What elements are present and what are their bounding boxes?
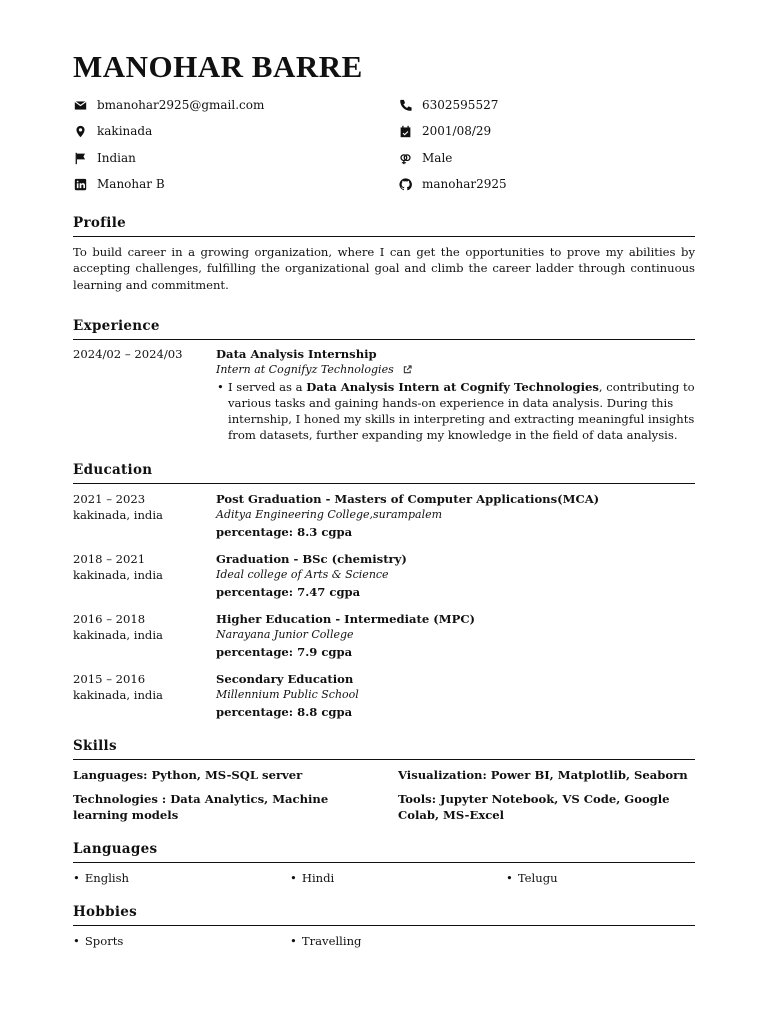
experience-bullets xyxy=(216,379,696,444)
flag-icon xyxy=(73,151,87,165)
external-link-icon xyxy=(403,363,412,372)
candidate-name: MANOHAR BARRE xyxy=(73,49,363,84)
contact-nationality-text: Indian xyxy=(97,151,136,165)
education-school: Millennium Public School xyxy=(216,688,359,702)
language-item: • Hindi xyxy=(290,870,334,886)
education-score: percentage: 8.3 cgpa xyxy=(216,524,353,539)
education-dates: 2021 – 2023 xyxy=(73,492,146,506)
education-score: percentage: 7.9 cgpa xyxy=(216,644,353,659)
experience-company-link[interactable] xyxy=(216,362,696,378)
contact-github[interactable] xyxy=(398,176,507,192)
education-school: Ideal college of Arts & Science xyxy=(216,568,389,582)
calendar-icon xyxy=(398,124,412,138)
skill-languages: Languages: Python, MS-SQL server xyxy=(73,768,303,782)
education-place: kakinada, india xyxy=(73,568,163,583)
hobby-item: • Sports xyxy=(73,933,123,949)
education-score: percentage: 7.47 cgpa xyxy=(216,584,361,599)
contact-phone[interactable] xyxy=(398,97,498,113)
hobbies-heading: Hobbies xyxy=(73,903,695,926)
education-details xyxy=(216,671,696,720)
education-dates: 2018 – 2021 xyxy=(73,552,146,566)
contact-nationality xyxy=(73,150,136,166)
education-details xyxy=(216,491,696,540)
education-degree: Graduation - BSc (chemistry) xyxy=(216,552,407,566)
skill-visualization: Visualization: Power BI, Matplotlib, Seaborn xyxy=(398,768,688,782)
email-icon xyxy=(73,98,87,112)
education-details xyxy=(216,551,696,600)
experience-details xyxy=(216,346,696,444)
location-icon xyxy=(73,124,87,138)
education-meta xyxy=(73,491,213,524)
linkedin-icon xyxy=(73,177,87,191)
education-meta xyxy=(73,671,213,704)
education-school: Aditya Engineering College,surampalem xyxy=(216,508,443,522)
hobby-item: • Travelling xyxy=(290,933,361,949)
github-icon xyxy=(398,177,412,191)
contact-location xyxy=(73,123,152,139)
skill-technologies: Technologies : Data Analytics, Machine learning models xyxy=(73,792,329,823)
experience-company: Intern at Cognifyz Technologies xyxy=(216,363,394,377)
education-heading: Education xyxy=(73,461,695,484)
education-meta xyxy=(73,551,213,584)
contact-linkedin-text: Manohar B xyxy=(97,177,165,191)
contact-email[interactable] xyxy=(73,97,264,113)
education-meta xyxy=(73,611,213,644)
experience-dates: 2024/02 – 2024/03 xyxy=(73,347,183,361)
languages-heading: Languages xyxy=(73,840,695,863)
language-item: • English xyxy=(73,870,129,886)
phone-icon xyxy=(398,98,412,112)
contact-phone-text: 6302595527 xyxy=(422,98,499,112)
education-place: kakinada, india xyxy=(73,688,163,703)
education-place: kakinada, india xyxy=(73,628,163,643)
profile-text: To build career in a growing organization, where I can get the opportunities to prove my abilities by accepting challenges, fulfilling the organizational goal and climb the career ladder through continuous learning and commitment. xyxy=(73,245,695,292)
skill-tools: Tools: Jupyter Notebook, VS Code, Google Colab, MS-Excel xyxy=(398,792,670,823)
experience-heading: Experience xyxy=(73,317,695,340)
education-degree: Post Graduation - Masters of Computer Applications(MCA) xyxy=(216,492,600,506)
education-details xyxy=(216,611,696,660)
education-dates: 2015 – 2016 xyxy=(73,672,146,686)
skills-heading: Skills xyxy=(73,737,695,760)
contact-email-text: bmanohar2925@gmail.com xyxy=(97,98,265,112)
contact-gender xyxy=(398,150,452,166)
gender-icon xyxy=(398,151,412,165)
education-school: Narayana Junior College xyxy=(216,628,354,642)
experience-bullet: • I served as a Data Analysis Intern at Cognify Technologies, contributing to various tasks and gaining hands-on experience in data analysis. During this internship, I honed my skills in interpreting and extracting meaningful insights from datasets, further expanding my knowledge in the field of data analysis. xyxy=(228,379,696,444)
contact-github-text: manohar2925 xyxy=(422,177,507,191)
education-degree: Higher Education - Intermediate (MPC) xyxy=(216,612,476,626)
contact-gender-text: Male xyxy=(422,151,453,165)
contact-linkedin[interactable] xyxy=(73,176,165,192)
experience-role: Data Analysis Internship xyxy=(216,347,377,361)
education-degree: Secondary Education xyxy=(216,672,354,686)
education-place: kakinada, india xyxy=(73,508,163,523)
language-item: • Telugu xyxy=(506,870,558,886)
education-dates: 2016 – 2018 xyxy=(73,612,146,626)
education-score: percentage: 8.8 cgpa xyxy=(216,704,353,719)
contact-birthdate-text: 2001/08/29 xyxy=(422,124,492,138)
contact-birthdate xyxy=(398,123,491,139)
contact-location-text: kakinada xyxy=(97,124,153,138)
profile-heading: Profile xyxy=(73,214,695,237)
